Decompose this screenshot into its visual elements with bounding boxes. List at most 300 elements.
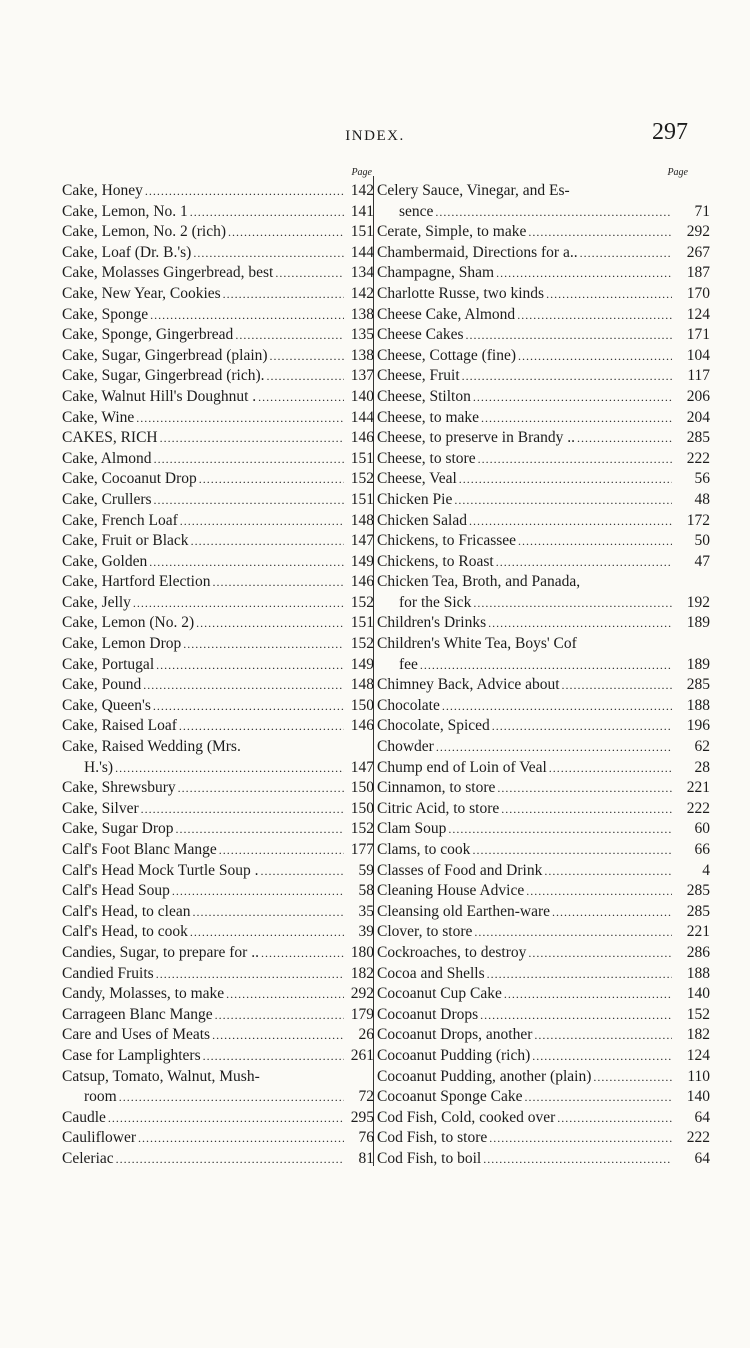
- entry-page-number: 151: [350, 490, 374, 508]
- dot-leader: [212, 572, 344, 593]
- index-entry: [377, 613, 710, 634]
- index-entry: [62, 284, 374, 305]
- index-entry: [377, 325, 710, 346]
- entry-text: Chickens, to Roast: [377, 552, 494, 570]
- entry-page-number: 267: [686, 243, 710, 261]
- entry-page-number: 188: [686, 696, 710, 714]
- index-entry: [377, 943, 710, 964]
- entry-text: Cod Fish, to store: [377, 1129, 488, 1147]
- entry-text: Cerate, Simple, to make: [377, 223, 527, 241]
- dot-leader: [192, 902, 344, 923]
- index-entry: [377, 366, 710, 387]
- entry-text: Cocoanut Drops, another: [377, 1026, 533, 1044]
- entry-text: Cake, Shrewsbury: [62, 779, 176, 797]
- page-column-label: Page: [351, 167, 372, 178]
- index-entry: [377, 1108, 710, 1129]
- index-entry: [62, 490, 374, 511]
- entry-text: Clam Soup: [377, 820, 447, 838]
- entry-text: Cake, Sugar, Gingerbread (rich).: [62, 367, 265, 385]
- entry-page-number: 110: [687, 1067, 710, 1085]
- entry-page-number: 146: [350, 429, 374, 447]
- dot-leader: [481, 408, 672, 429]
- dot-leader: [489, 1128, 672, 1149]
- dot-leader: [172, 881, 344, 902]
- entry-text: Chambermaid, Directions for a..: [377, 243, 578, 261]
- entry-text: Cake, Portugal: [62, 655, 155, 673]
- entry-page-number: 134: [350, 264, 374, 282]
- entry-text: Cake, Honey: [62, 182, 143, 199]
- dot-leader: [235, 325, 344, 346]
- entry-text: Chump end of Loin of Veal: [377, 758, 547, 776]
- entry-text: Cake, Lemon Drop: [62, 635, 182, 653]
- entry-page-number: 140: [350, 387, 374, 405]
- index-entry: [377, 1149, 710, 1170]
- entry-page-number: 142: [350, 284, 374, 302]
- index-entry: [377, 408, 710, 429]
- entry-text: Chicken Salad: [377, 511, 467, 529]
- index-entry: [62, 613, 374, 634]
- index-entry: [62, 696, 374, 717]
- dot-leader: [546, 284, 672, 305]
- entry-text: Candy, Molasses, to make: [62, 985, 225, 1003]
- entry-page-number: 62: [694, 738, 710, 756]
- entry-text: Candies, Sugar, to prepare for ..: [62, 943, 259, 961]
- entry-page-number: 60: [694, 820, 710, 838]
- entry-text: Cockroaches, to destroy: [377, 943, 527, 961]
- dot-leader: [483, 1149, 672, 1170]
- entry-text: Cleansing old Earthen-ware: [377, 902, 551, 920]
- entry-page-number: 148: [350, 511, 374, 529]
- entry-page-number: 221: [686, 779, 710, 797]
- dot-leader: [459, 469, 672, 490]
- entry-page-number: 124: [686, 1046, 710, 1064]
- entry-text: Chimney Back, Advice about: [377, 676, 560, 694]
- entry-page-number: 285: [686, 429, 710, 447]
- dot-leader: [270, 346, 344, 367]
- index-entry: [62, 922, 374, 943]
- index-entry: [62, 1108, 374, 1129]
- index-entry: [62, 202, 374, 223]
- dot-leader: [549, 758, 672, 779]
- index-entry: [377, 840, 710, 861]
- index-entry: [62, 387, 374, 408]
- index-entry-list: [62, 181, 374, 1170]
- entry-text: Cake, Golden: [62, 552, 148, 570]
- dot-leader: [275, 263, 344, 284]
- entry-page-number: 151: [350, 449, 374, 467]
- page-column-label: Page: [667, 167, 688, 178]
- entry-page-number: 124: [686, 305, 710, 323]
- index-entry: [377, 202, 710, 223]
- dot-leader: [196, 613, 344, 634]
- index-entry: [377, 1128, 710, 1149]
- dot-leader: [138, 1128, 344, 1149]
- entry-page-number: 64: [694, 1149, 710, 1167]
- entry-page-number: 144: [350, 243, 374, 261]
- entry-page-number: 4: [702, 861, 710, 879]
- entry-page-number: 152: [350, 593, 374, 611]
- entry-text: Calf's Head Soup: [62, 882, 170, 900]
- index-entry: [377, 243, 710, 264]
- entry-text: Cocoanut Sponge Cake: [377, 1088, 523, 1106]
- entry-text: Cake, Sugar Drop: [62, 820, 174, 838]
- entry-page-number: 187: [686, 264, 710, 282]
- index-entry: [62, 881, 374, 902]
- entry-page-number: 189: [686, 655, 710, 673]
- entry-page-number: 48: [694, 490, 710, 508]
- index-entry: [62, 325, 374, 346]
- index-entry: [62, 716, 374, 737]
- entry-page-number: 64: [694, 1108, 710, 1126]
- dot-leader: [466, 325, 672, 346]
- entry-text: Calf's Foot Blanc Mange: [62, 841, 217, 858]
- dot-leader: [526, 881, 672, 902]
- index-entry: [62, 243, 374, 264]
- entry-text: Cheese, to store: [377, 449, 476, 467]
- entry-text: Catsup, Tomato, Walnut, Mush-: [62, 1067, 260, 1085]
- entry-text: Clams, to cook: [377, 841, 471, 858]
- dot-leader: [190, 922, 344, 943]
- entry-text: Classes of Food and Drink: [377, 861, 543, 879]
- dot-leader: [156, 964, 344, 985]
- dot-leader: [562, 675, 672, 696]
- entry-page-number: 72: [358, 1088, 374, 1106]
- entry-page-number: 146: [350, 573, 374, 591]
- entry-page-number: 152: [686, 1005, 710, 1023]
- index-entry: [377, 1067, 710, 1088]
- entry-page-number: 104: [686, 346, 710, 364]
- index-entry: [62, 1046, 374, 1067]
- index-entry: [377, 902, 710, 923]
- entry-page-number: 152: [350, 820, 374, 838]
- dot-leader: [501, 799, 672, 820]
- index-entry: [377, 737, 710, 758]
- entry-text: Cheese, to preserve in Brandy ..: [377, 429, 575, 447]
- entry-text: Cake, Hartford Election: [62, 573, 211, 591]
- dot-leader: [435, 202, 672, 223]
- index-entry: [377, 346, 710, 367]
- dot-leader: [203, 1046, 344, 1067]
- entry-page-number: 26: [358, 1026, 374, 1044]
- entry-text: Cake, French Loaf: [62, 511, 178, 529]
- entry-text: Chickens, to Fricassee: [377, 532, 517, 550]
- index-entry: [62, 222, 374, 243]
- entry-text: Clover, to store: [377, 923, 473, 941]
- entry-text: Cocoa and Shells: [377, 964, 485, 982]
- index-entry: [62, 1149, 374, 1170]
- entry-page-number: 146: [350, 717, 374, 735]
- dot-leader: [183, 634, 344, 655]
- index-entry: [377, 964, 710, 985]
- index-entry: [62, 861, 374, 882]
- dot-leader: [544, 861, 672, 882]
- dot-leader: [532, 1046, 672, 1067]
- entry-page-number: 28: [694, 758, 710, 776]
- entry-text: Care and Uses of Meats: [62, 1026, 211, 1044]
- dot-leader: [474, 922, 672, 943]
- index-entry: [62, 943, 374, 964]
- index-entry: [377, 387, 710, 408]
- entry-page-number: 59: [358, 861, 374, 879]
- index-entry: [377, 1025, 710, 1046]
- entry-page-number: 222: [686, 1129, 710, 1147]
- index-entry: [62, 428, 374, 449]
- dot-leader: [504, 984, 672, 1005]
- dot-leader: [143, 675, 344, 696]
- index-entry: [377, 531, 710, 552]
- index-entry: [377, 716, 710, 737]
- entry-page-number: 172: [686, 511, 710, 529]
- entry-page-number: 66: [694, 841, 710, 858]
- entry-text: Cake, New Year, Cookies: [62, 284, 221, 302]
- entry-page-number: 196: [686, 717, 710, 735]
- index-entry: [62, 1128, 374, 1149]
- entry-text: Cod Fish, Cold, cooked over: [377, 1108, 556, 1126]
- entry-page-number: 292: [350, 985, 374, 1003]
- dot-leader: [150, 305, 344, 326]
- entry-page-number: 222: [686, 799, 710, 817]
- dot-leader: [261, 943, 344, 964]
- entry-text: Cake, Molasses Gingerbread, best: [62, 264, 274, 282]
- entry-page-number: 149: [350, 552, 374, 570]
- dot-leader: [442, 696, 672, 717]
- index-column-right: [377, 165, 710, 1170]
- index-entry: [377, 819, 710, 840]
- entry-page-number: 76: [358, 1129, 374, 1147]
- index-entry: [377, 593, 710, 614]
- index-entry: [62, 552, 374, 573]
- entry-text: Cake, Fruit or Black: [62, 532, 189, 550]
- entry-page-number: 71: [694, 202, 710, 220]
- entry-page-number: 148: [350, 676, 374, 694]
- entry-page-number: 81: [358, 1149, 374, 1167]
- entry-page-number: 285: [686, 882, 710, 900]
- dot-leader: [436, 737, 672, 758]
- entry-text: CAKES, RICH: [62, 429, 158, 447]
- entry-text: Cake, Silver: [62, 799, 139, 817]
- entry-page-number: 285: [686, 902, 710, 920]
- dot-leader: [145, 181, 344, 202]
- entry-text: Cake, Walnut Hill's Doughnut .: [62, 387, 257, 405]
- index-entry: [62, 469, 374, 490]
- index-entry: [377, 449, 710, 470]
- index-entry: [62, 1005, 374, 1026]
- entry-page-number: 261: [350, 1046, 374, 1064]
- dot-leader: [190, 202, 344, 223]
- entry-page-number: 152: [350, 635, 374, 653]
- index-entry: [377, 799, 710, 820]
- index-entry: [377, 552, 710, 573]
- index-entry: [377, 511, 710, 532]
- entry-text: Calf's Head Mock Turtle Soup .: [62, 861, 259, 879]
- dot-leader: [534, 1025, 672, 1046]
- index-entry: [62, 819, 374, 840]
- dot-leader: [178, 778, 344, 799]
- index-entry: [62, 964, 374, 985]
- dot-leader: [156, 655, 344, 676]
- entry-page-number: 135: [350, 326, 374, 344]
- dot-leader: [593, 1067, 672, 1088]
- index-entry: [377, 861, 710, 882]
- entry-text: Cauliflower: [62, 1129, 137, 1147]
- index-entry: [62, 799, 374, 820]
- entry-page-number: 50: [694, 532, 710, 550]
- dot-leader: [420, 655, 672, 676]
- dot-leader: [492, 716, 672, 737]
- index-entry: [377, 222, 710, 243]
- entry-text: Cheese, to make: [377, 408, 480, 426]
- entry-page-number: 192: [686, 593, 710, 611]
- entry-page-number: 147: [350, 532, 374, 550]
- index-entry: [62, 1087, 374, 1108]
- entry-text: Caudle: [62, 1108, 106, 1126]
- dot-leader: [153, 696, 344, 717]
- entry-page-number: 138: [350, 305, 374, 323]
- entry-text: Children's Drinks: [377, 614, 487, 632]
- entry-page-number: 182: [350, 964, 374, 982]
- dot-leader: [473, 593, 672, 614]
- dot-leader: [448, 819, 672, 840]
- index-entry: [62, 593, 374, 614]
- entry-text: Cake, Almond: [62, 449, 152, 467]
- dot-leader: [154, 449, 344, 470]
- dot-leader: [261, 861, 344, 882]
- index-entry: [377, 881, 710, 902]
- entry-text: Cake, Lemon, No. 2 (rich): [62, 223, 226, 241]
- entry-text: Cake, Queen's: [62, 696, 151, 714]
- entry-page-number: 141: [350, 202, 374, 220]
- entry-page-number: 292: [686, 223, 710, 241]
- entry-page-number: 285: [686, 676, 710, 694]
- entry-page-number: 150: [350, 696, 374, 714]
- index-entry: [62, 778, 374, 799]
- index-column-left: [62, 165, 374, 1170]
- dot-leader: [552, 902, 672, 923]
- entry-text: Carrageen Blanc Mange: [62, 1005, 213, 1023]
- index-entry: [377, 634, 710, 655]
- dot-leader: [179, 716, 344, 737]
- entry-page-number: 295: [350, 1108, 374, 1126]
- index-entry: [377, 181, 710, 202]
- index-entry: [377, 778, 710, 799]
- dot-leader: [518, 531, 672, 552]
- index-entry: [377, 305, 710, 326]
- index-entry: [62, 366, 374, 387]
- dot-leader: [223, 284, 344, 305]
- index-entry: [377, 428, 710, 449]
- dot-leader: [577, 428, 672, 449]
- dot-leader: [488, 613, 672, 634]
- dot-leader: [191, 531, 344, 552]
- entry-page-number: 189: [686, 614, 710, 632]
- entry-text: Cleaning House Advice: [377, 882, 525, 900]
- entry-text: Cake, Raised Loaf: [62, 717, 177, 735]
- entry-page-number: 117: [687, 367, 710, 385]
- dot-leader: [517, 305, 672, 326]
- running-header-title: INDEX.: [345, 128, 405, 144]
- index-entry: [377, 758, 710, 779]
- dot-leader: [215, 1005, 344, 1026]
- index-entry: [377, 1046, 710, 1067]
- entry-page-number: 188: [686, 964, 710, 982]
- index-entry: [377, 922, 710, 943]
- dot-leader: [528, 222, 672, 243]
- entry-text: sence: [399, 202, 434, 220]
- index-entry: [377, 263, 710, 284]
- index-entry: [62, 840, 374, 861]
- entry-text: Cheese Cake, Almond: [377, 305, 516, 323]
- entry-text: Children's White Tea, Boys' Cof: [377, 635, 577, 653]
- index-entry: [62, 181, 374, 202]
- entry-page-number: 204: [686, 408, 710, 426]
- dot-leader: [115, 758, 344, 779]
- dot-leader: [116, 1149, 344, 1170]
- dot-leader: [487, 964, 672, 985]
- entry-page-number: 170: [686, 284, 710, 302]
- entry-page-number: 140: [686, 985, 710, 1003]
- index-entry: [62, 1067, 374, 1088]
- entry-text: Cheese Cakes: [377, 326, 464, 344]
- index-entry-list: [377, 181, 710, 1170]
- entry-text: Celeriac: [62, 1149, 114, 1167]
- dot-leader: [258, 387, 344, 408]
- entry-text: Cake, Loaf (Dr. B.'s): [62, 243, 192, 261]
- entry-text: Cheese, Stilton: [377, 387, 471, 405]
- entry-page-number: 147: [350, 758, 374, 776]
- index-entry: [377, 490, 710, 511]
- dot-leader: [473, 387, 672, 408]
- entry-text: Calf's Head, to cook: [62, 923, 188, 941]
- entry-text: Champagne, Sham: [377, 264, 495, 282]
- dot-leader: [154, 490, 344, 511]
- entry-text: Candied Fruits: [62, 964, 154, 982]
- entry-text: Cake, Pound: [62, 676, 142, 694]
- dot-leader: [119, 1087, 344, 1108]
- dot-leader: [496, 263, 672, 284]
- entry-text: Cake, Sponge: [62, 305, 149, 323]
- entry-text: Calf's Head, to clean: [62, 902, 191, 920]
- entry-page-number: 138: [350, 346, 374, 364]
- entry-text: Cake, Lemon (No. 2): [62, 614, 195, 632]
- dot-leader: [472, 840, 672, 861]
- index-entry: [62, 531, 374, 552]
- entry-page-number: 182: [686, 1026, 710, 1044]
- entry-page-number: 39: [358, 923, 374, 941]
- entry-page-number: 35: [358, 902, 374, 920]
- entry-page-number: 150: [350, 779, 374, 797]
- entry-page-number: 286: [686, 943, 710, 961]
- entry-text: Chicken Tea, Broth, and Panada,: [377, 573, 581, 591]
- page-number: 297: [652, 119, 688, 145]
- dot-leader: [580, 243, 672, 264]
- entry-text: Cinnamon, to store: [377, 779, 496, 797]
- entry-page-number: 206: [686, 387, 710, 405]
- entry-text: Cheese, Veal: [377, 470, 457, 488]
- entry-text: Cocoanut Pudding (rich): [377, 1046, 531, 1064]
- index-entry: [377, 469, 710, 490]
- dot-leader: [557, 1108, 672, 1129]
- entry-text: Cocoanut Drops: [377, 1005, 479, 1023]
- entry-page-number: 142: [350, 182, 374, 199]
- index-entry: [62, 449, 374, 470]
- entry-page-number: 222: [686, 449, 710, 467]
- dot-leader: [219, 840, 344, 861]
- entry-text: Cake, Crullers: [62, 490, 152, 508]
- dot-leader: [518, 346, 672, 367]
- dot-leader: [497, 778, 672, 799]
- entry-text: Chocolate: [377, 696, 440, 714]
- index-entry: [62, 675, 374, 696]
